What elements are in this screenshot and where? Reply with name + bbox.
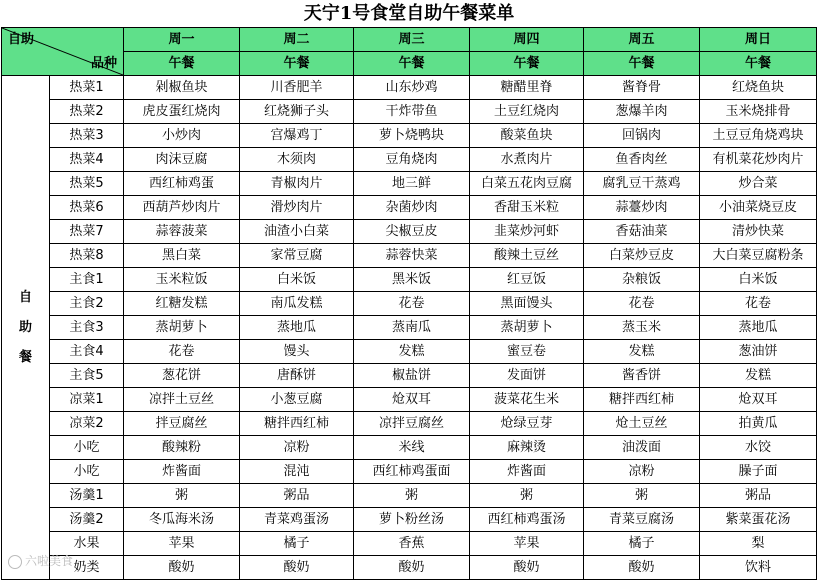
- dish-cell: 酸菜鱼块: [470, 124, 584, 148]
- dish-cell: 酱脊骨: [584, 76, 700, 100]
- dish-cell: 萝卜粉丝汤: [354, 508, 470, 532]
- dish-cell: 苹果: [470, 532, 584, 556]
- dish-cell: 肉沫豆腐: [124, 148, 240, 172]
- dish-cell: 土豆红烧肉: [470, 100, 584, 124]
- dish-cell: 玉米粒饭: [124, 268, 240, 292]
- dish-cell: 虎皮蛋红烧肉: [124, 100, 240, 124]
- dish-cell: 杂菌炒肉: [354, 196, 470, 220]
- watermark-icon: [8, 555, 22, 569]
- dish-cell: 花卷: [354, 292, 470, 316]
- dish-cell: 尖椒豆皮: [354, 220, 470, 244]
- dish-cell: 炝双耳: [700, 388, 817, 412]
- dish-cell: 山东炒鸡: [354, 76, 470, 100]
- dish-cell: 滑炒肉片: [240, 196, 354, 220]
- dish-cell: 酸辣粉: [124, 436, 240, 460]
- dish-cell: 香菇油菜: [584, 220, 700, 244]
- dish-cell: 水煮肉片: [470, 148, 584, 172]
- dish-cell: 臊子面: [700, 460, 817, 484]
- dish-cell: 粥: [470, 484, 584, 508]
- menu-row: [2, 388, 817, 412]
- menu-row: [2, 244, 817, 268]
- day-header: 周一: [124, 28, 240, 52]
- dish-cell: 拍黄瓜: [700, 412, 817, 436]
- dish-cell: 蒸地瓜: [240, 316, 354, 340]
- dish-cell: 糖拌西红柿: [584, 388, 700, 412]
- dish-cell: 腐乳豆干蒸鸡: [584, 172, 700, 196]
- side-label-char: 自: [18, 289, 32, 305]
- watermark: [8, 552, 73, 569]
- dish-cell: 小葱豆腐: [240, 388, 354, 412]
- menu-row: [2, 124, 817, 148]
- dish-cell: 剁椒鱼块: [124, 76, 240, 100]
- category-cell: 主食1: [50, 268, 124, 292]
- dish-cell: 西红柿鸡蛋: [124, 172, 240, 196]
- dish-cell: 黑白菜: [124, 244, 240, 268]
- dish-cell: 有机菜花炒肉片: [700, 148, 817, 172]
- dish-cell: 炒合菜: [700, 172, 817, 196]
- menu-row: [2, 196, 817, 220]
- menu-row: [2, 364, 817, 388]
- menu-row: [2, 292, 817, 316]
- meal-header: 午餐: [124, 52, 240, 76]
- category-cell: 热菜7: [50, 220, 124, 244]
- dish-cell: 回锅肉: [584, 124, 700, 148]
- category-cell: 主食3: [50, 316, 124, 340]
- dish-cell: 花卷: [124, 340, 240, 364]
- dish-cell: 花卷: [700, 292, 817, 316]
- category-cell: 热菜3: [50, 124, 124, 148]
- dish-cell: 黑米饭: [354, 268, 470, 292]
- category-cell: 凉菜1: [50, 388, 124, 412]
- dish-cell: 凉拌豆腐丝: [354, 412, 470, 436]
- dish-cell: 土豆豆角烧鸡块: [700, 124, 817, 148]
- dish-cell: 梨: [700, 532, 817, 556]
- dish-cell: 蒸南瓜: [354, 316, 470, 340]
- dish-cell: 酱香饼: [584, 364, 700, 388]
- dish-cell: 萝卜烧鸭块: [354, 124, 470, 148]
- dish-cell: 家常豆腐: [240, 244, 354, 268]
- dish-cell: 炝绿豆芽: [470, 412, 584, 436]
- dish-cell: 青椒肉片: [240, 172, 354, 196]
- corner-label-top: 自助: [8, 32, 35, 47]
- dish-cell: 青菜鸡蛋汤: [240, 508, 354, 532]
- dish-cell: 橘子: [584, 532, 700, 556]
- dish-cell: 菠菜花生米: [470, 388, 584, 412]
- dish-cell: 馒头: [240, 340, 354, 364]
- dish-cell: 蒜蓉快菜: [354, 244, 470, 268]
- dish-cell: 白菜炒豆皮: [584, 244, 700, 268]
- dish-cell: 凉粉: [240, 436, 354, 460]
- day-header: 周四: [470, 28, 584, 52]
- category-cell: 热菜1: [50, 76, 124, 100]
- header-row-days: [2, 28, 817, 52]
- menu-row: [2, 268, 817, 292]
- dish-cell: 橘子: [240, 532, 354, 556]
- dish-cell: 西葫芦炒肉片: [124, 196, 240, 220]
- dish-cell: 椒盐饼: [354, 364, 470, 388]
- menu-row: [2, 316, 817, 340]
- dish-cell: 红烧鱼块: [700, 76, 817, 100]
- dish-cell: 粥: [124, 484, 240, 508]
- dish-cell: 粥: [584, 484, 700, 508]
- menu-row: [2, 172, 817, 196]
- dish-cell: 南瓜发糕: [240, 292, 354, 316]
- dish-cell: 油泼面: [584, 436, 700, 460]
- dish-cell: 大白菜豆腐粉条: [700, 244, 817, 268]
- category-cell: 热菜5: [50, 172, 124, 196]
- dish-cell: 炸酱面: [124, 460, 240, 484]
- dish-cell: 小油菜烧豆皮: [700, 196, 817, 220]
- header-corner: [2, 28, 124, 76]
- dish-cell: 葱爆羊肉: [584, 100, 700, 124]
- dish-cell: 红糖发糕: [124, 292, 240, 316]
- page-title: 天宁1号食堂自助午餐菜单: [303, 3, 515, 24]
- dish-cell: 糖醋里脊: [470, 76, 584, 100]
- dish-cell: 香甜玉米粒: [470, 196, 584, 220]
- menu-row: [2, 100, 817, 124]
- menu-table: [1, 27, 817, 580]
- dish-cell: 葱花饼: [124, 364, 240, 388]
- dish-cell: 凉拌土豆丝: [124, 388, 240, 412]
- day-header: 周三: [354, 28, 470, 52]
- menu-row: [2, 436, 817, 460]
- category-cell: 水果: [50, 532, 124, 556]
- dish-cell: 酸奶: [470, 556, 584, 580]
- menu-row: [2, 340, 817, 364]
- dish-cell: 糖拌西红柿: [240, 412, 354, 436]
- category-cell: 凉菜2: [50, 412, 124, 436]
- dish-cell: 炸酱面: [470, 460, 584, 484]
- dish-cell: 西红柿鸡蛋面: [354, 460, 470, 484]
- dish-cell: 白米饭: [240, 268, 354, 292]
- meal-header: 午餐: [470, 52, 584, 76]
- dish-cell: 黑面馒头: [470, 292, 584, 316]
- menu-row: [2, 556, 817, 580]
- dish-cell: 蒜蓉菠菜: [124, 220, 240, 244]
- dish-cell: 混沌: [240, 460, 354, 484]
- side-label-char: 餐: [18, 349, 32, 365]
- category-cell: 主食4: [50, 340, 124, 364]
- dish-cell: 玉米烧排骨: [700, 100, 817, 124]
- dish-cell: 清炒快菜: [700, 220, 817, 244]
- dish-cell: 蒸胡萝卜: [470, 316, 584, 340]
- menu-row: [2, 460, 817, 484]
- dish-cell: 小炒肉: [124, 124, 240, 148]
- dish-cell: 炝双耳: [354, 388, 470, 412]
- category-cell: 热菜2: [50, 100, 124, 124]
- corner-label-bottom: 品种: [90, 56, 117, 71]
- dish-cell: 拌豆腐丝: [124, 412, 240, 436]
- category-cell: 热菜8: [50, 244, 124, 268]
- category-cell: 小吃: [50, 436, 124, 460]
- dish-cell: 干炸带鱼: [354, 100, 470, 124]
- dish-cell: 蒸玉米: [584, 316, 700, 340]
- dish-cell: 炝土豆丝: [584, 412, 700, 436]
- dish-cell: 蒜薹炒肉: [584, 196, 700, 220]
- menu-row: [2, 508, 817, 532]
- menu-row: [2, 412, 817, 436]
- dish-cell: 凉粉: [584, 460, 700, 484]
- dish-cell: 冬瓜海米汤: [124, 508, 240, 532]
- dish-cell: 川香肥羊: [240, 76, 354, 100]
- dish-cell: 酸奶: [124, 556, 240, 580]
- meal-header: 午餐: [584, 52, 700, 76]
- menu-row: [2, 532, 817, 556]
- side-label: [2, 76, 50, 580]
- category-cell: 汤羹2: [50, 508, 124, 532]
- dish-cell: 饮料: [700, 556, 817, 580]
- dish-cell: 水饺: [700, 436, 817, 460]
- dish-cell: 发面饼: [470, 364, 584, 388]
- dish-cell: 木须肉: [240, 148, 354, 172]
- dish-cell: 香蕉: [354, 532, 470, 556]
- dish-cell: 苹果: [124, 532, 240, 556]
- dish-cell: 西红柿鸡蛋汤: [470, 508, 584, 532]
- dish-cell: 蒸地瓜: [700, 316, 817, 340]
- day-header: 周日: [700, 28, 817, 52]
- category-cell: 小吃: [50, 460, 124, 484]
- category-cell: 热菜6: [50, 196, 124, 220]
- dish-cell: 宫爆鸡丁: [240, 124, 354, 148]
- dish-cell: 唐酥饼: [240, 364, 354, 388]
- dish-cell: 蒸胡萝卜: [124, 316, 240, 340]
- dish-cell: 蜜豆卷: [470, 340, 584, 364]
- dish-cell: 青菜豆腐汤: [584, 508, 700, 532]
- category-cell: 热菜4: [50, 148, 124, 172]
- dish-cell: 粥: [354, 484, 470, 508]
- dish-cell: 酸奶: [240, 556, 354, 580]
- menu-row: [2, 76, 817, 100]
- header-row-meal: [2, 52, 817, 76]
- dish-cell: 紫菜蛋花汤: [700, 508, 817, 532]
- meal-header: 午餐: [240, 52, 354, 76]
- category-cell: 奶类: [50, 556, 124, 580]
- side-label-char: 助: [18, 319, 32, 335]
- day-header: 周五: [584, 28, 700, 52]
- category-cell: 主食5: [50, 364, 124, 388]
- dish-cell: 发糕: [584, 340, 700, 364]
- meal-header: 午餐: [700, 52, 817, 76]
- dish-cell: 白菜五花肉豆腐: [470, 172, 584, 196]
- menu-row: [2, 484, 817, 508]
- dish-cell: 白米饭: [700, 268, 817, 292]
- dish-cell: 地三鲜: [354, 172, 470, 196]
- dish-cell: 发糕: [354, 340, 470, 364]
- dish-cell: 红豆饭: [470, 268, 584, 292]
- category-cell: 主食2: [50, 292, 124, 316]
- menu-row: [2, 220, 817, 244]
- dish-cell: 酸奶: [354, 556, 470, 580]
- dish-cell: 酸辣土豆丝: [470, 244, 584, 268]
- dish-cell: 红烧狮子头: [240, 100, 354, 124]
- dish-cell: 粥品: [240, 484, 354, 508]
- category-cell: 汤羹1: [50, 484, 124, 508]
- dish-cell: 发糕: [700, 364, 817, 388]
- dish-cell: 杂粮饭: [584, 268, 700, 292]
- meal-header: 午餐: [354, 52, 470, 76]
- dish-cell: 麻辣烫: [470, 436, 584, 460]
- dish-cell: 油渣小白菜: [240, 220, 354, 244]
- dish-cell: 豆角烧肉: [354, 148, 470, 172]
- dish-cell: 鱼香肉丝: [584, 148, 700, 172]
- dish-cell: 粥品: [700, 484, 817, 508]
- menu-row: [2, 148, 817, 172]
- dish-cell: 酸奶: [584, 556, 700, 580]
- dish-cell: 葱油饼: [700, 340, 817, 364]
- dish-cell: 韭菜炒河虾: [470, 220, 584, 244]
- watermark-text: 六啦美食: [25, 554, 74, 568]
- day-header: 周二: [240, 28, 354, 52]
- dish-cell: 花卷: [584, 292, 700, 316]
- dish-cell: 米线: [354, 436, 470, 460]
